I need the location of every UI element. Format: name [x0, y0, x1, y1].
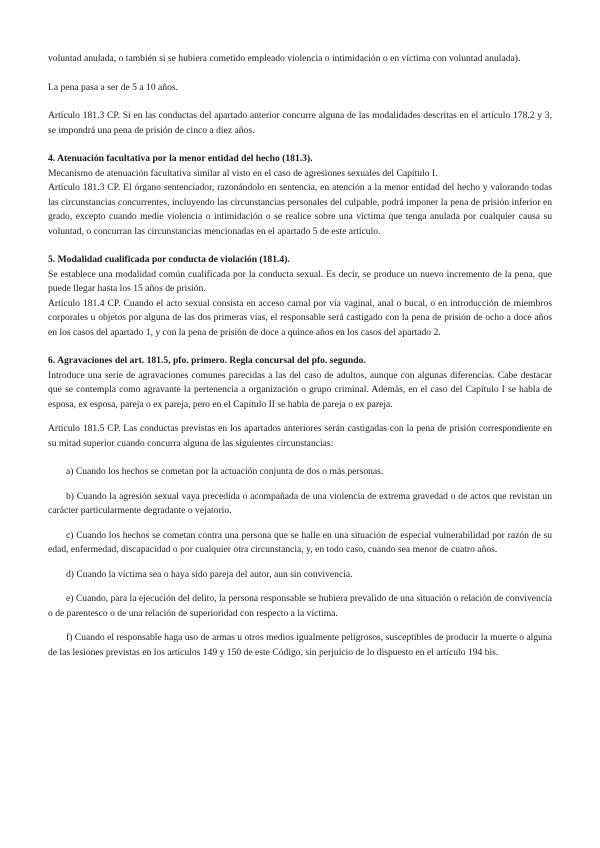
section-6-heading: 6. Agravaciones del art. 181.5, pfo. primero. Regla concursal del pfo. segundo.	[48, 355, 366, 366]
list-item-e: e) Cuando, para la ejecución del delito, la persona responsable se hubiera prevalido de una situación o relación de convivencia o de parentesco o de una relación de superioridad con respecto a la víctima.	[48, 593, 552, 619]
section-4-paragraph-1: Mecanismo de atenuación facultativa similar al visto en el caso de agresiones sexuales del Capítulo I.	[48, 167, 438, 179]
list-item-d: d) Cuando la víctima sea o haya sido pareja del autor, aun sin convivencia.	[66, 568, 353, 580]
section-6-paragraph-1: Introduce una serie de agravaciones comunes parecidas a las del caso de adultos, aunque con algunas diferencias. Cabe destacar que se contempla como agravante la pertenencia a organización o grupo criminal. Además, en el caso del Capítulo I se habla de esposa, ex esposa, pareja o ex pareja, pero en el Capítulo II se habla de pareja o ex pareja.	[48, 369, 552, 410]
list-item-b: b) Cuando la agresión sexual vaya precedida o acompañada de una violencia de extrema gravedad o de actos que revistan un carácter particularmente degradante o vejatorio.	[48, 490, 552, 516]
section-5-heading: 5. Modalidad cualificada por conducta de violación (181.4).	[48, 254, 290, 265]
section-4-heading: 4. Atenuación facultativa por la menor entidad del hecho (181.3).	[48, 153, 313, 164]
document-page	[48, 52, 552, 660]
section-5-paragraph-2: Artículo 181.4 CP. Cuando el acto sexual consista en acceso carnal por vía vaginal, anal o bucal, o en introducción de miembros corporales u objetos por alguna de las dos primeras vías, el responsable será castigado con la pena de prisión de ocho a doce años en los casos del apartado 1, y con la pena de prisión de doce a quince años en los casos del apartado 2.	[48, 297, 552, 338]
list-item-c: c) Cuando los hechos se cometan contra una persona que se halle en una situación de especial vulnerabilidad por razón de su edad, enfermedad, discapacidad o por cualquier otra circunstancia, y, en todo caso, cuando sea menor de cuatro años.	[48, 529, 552, 555]
section-6-paragraph-2: Artículo 181.5 CP. Las conductas previstas en los apartados anteriores serán castigadas con la pena de prisión correspondiente en su mitad superior cuando concurra alguna de las siguientes circunstancias:	[48, 423, 552, 449]
section-4-paragraph-2: Artículo 181.3 CP. El órgano sentenciador, razonándolo en sentencia, en atención a la menor entidad del hecho y valorando todas las circunstancias concurrentes, incluyendo las circunstancias personales del culpable, podrá imponer la pena de prisión inferior en grado, excepto cuando medie violencia o intimidación o se realice sobre una víctima que tenga anulada por cualquier causa su voluntad, o concurran las circunstancias mencionadas en el apartado 5 de este artículo.	[48, 182, 552, 237]
article-181-3-paragraph: Artículo 181.3 CP. Si en las conductas del apartado anterior concurre alguna de las modalidades descritas en el artículo 178.2 y 3, se impondrá una pena de prisión de cinco a diez años.	[48, 110, 552, 136]
penalty-paragraph: La pena pasa a ser de 5 a 10 años.	[48, 81, 178, 93]
list-item-f: f) Cuando el responsable haga uso de armas u otros medios igualmente peligrosos, susceptibles de producir la muerte o alguna de las lesiones previstas en los artículos 149 y 150 de este Código, sin perjuicio de lo dispuesto en el artículo 194 bis.	[48, 632, 552, 658]
continuation-paragraph: voluntad anulada, o también si se hubiera cometido empleado violencia o intimidación o en víctima con voluntad anulada).	[48, 53, 521, 64]
list-item-a: a) Cuando los hechos se cometan por la actuación conjunta de dos o más personas.	[66, 466, 384, 477]
section-5-paragraph-1: Se establece una modalidad común cualificada por la conducta sexual. Es decir, se produce un nuevo incremento de la pena, que puede llegar hasta los 15 años de prisión.	[48, 268, 552, 294]
